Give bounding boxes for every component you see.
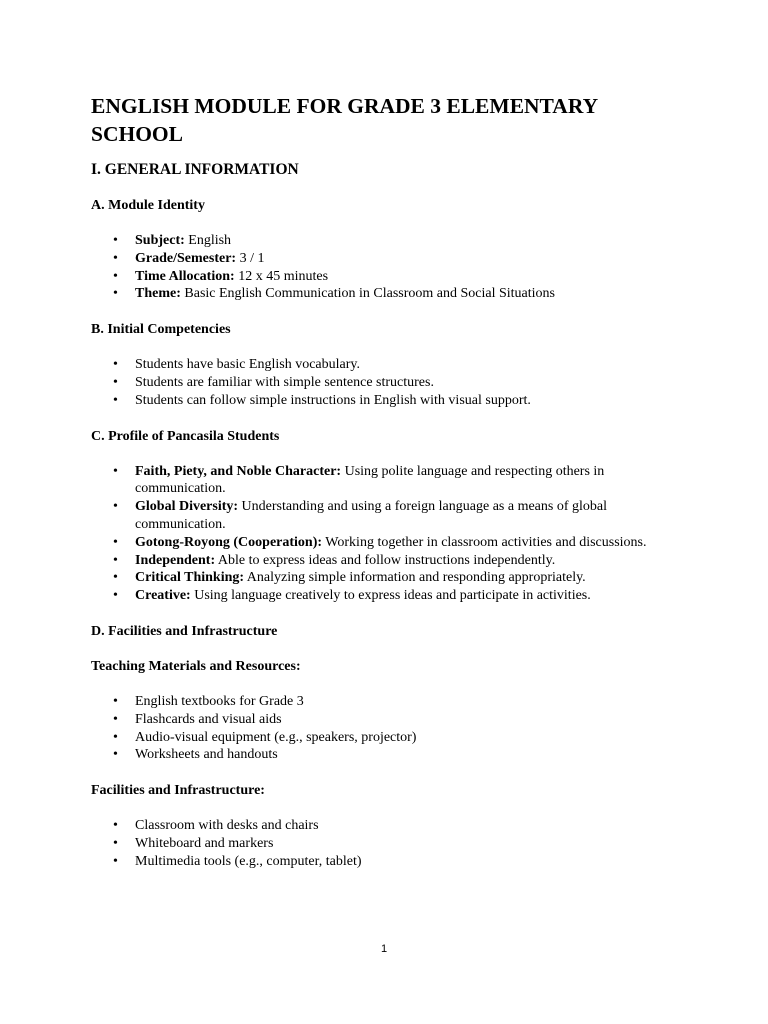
list-item: • Students can follow simple instructions in English with visual support.	[91, 392, 691, 410]
list-item: • Time Allocation: 12 x 45 minutes	[91, 268, 691, 286]
subheading-initial-competencies: B. Initial Competencies	[91, 322, 231, 338]
teaching-materials-list	[91, 693, 691, 764]
list-item: • Faith, Piety, and Noble Character: Using polite language and respecting others in communication.	[91, 463, 691, 499]
list-item: • Multimedia tools (e.g., computer, tablet)	[91, 853, 691, 871]
module-identity-list	[91, 232, 691, 303]
list-item: • Flashcards and visual aids	[91, 711, 691, 729]
list-item: • Creative: Using language creatively to express ideas and participate in activities.	[91, 587, 691, 605]
document-title: ENGLISH MODULE FOR GRADE 3 ELEMENTARY SCHOOL	[91, 94, 598, 146]
list-item: • Students are familiar with simple sentence structures.	[91, 374, 691, 392]
list-item: • Students have basic English vocabulary.	[91, 356, 691, 374]
list-item: • Subject: English	[91, 232, 691, 250]
subheading-teaching-materials: Teaching Materials and Resources:	[91, 658, 301, 674]
list-item: • Classroom with desks and chairs	[91, 817, 691, 835]
initial-competencies-list	[91, 356, 691, 409]
list-item: • Grade/Semester: 3 / 1	[91, 250, 691, 268]
list-item: • English textbooks for Grade 3	[91, 693, 691, 711]
pancasila-list	[91, 463, 691, 605]
list-item: • Audio-visual equipment (e.g., speakers, projector)	[91, 729, 691, 747]
document-page	[91, 92, 691, 889]
list-item: • Critical Thinking: Analyzing simple information and responding appropriately.	[91, 569, 691, 587]
list-item: • Independent: Able to express ideas and follow instructions independently.	[91, 552, 691, 570]
list-item: • Worksheets and handouts	[91, 746, 691, 764]
subheading-pancasila-profile: C. Profile of Pancasila Students	[91, 428, 280, 444]
infrastructure-list	[91, 817, 691, 870]
list-item: • Global Diversity: Understanding and using a foreign language as a means of global communication.	[91, 498, 691, 534]
section-heading-general-information: I. GENERAL INFORMATION	[91, 161, 299, 178]
subheading-module-identity: A. Module Identity	[91, 198, 205, 213]
subheading-facilities: D. Facilities and Infrastructure	[91, 623, 278, 639]
subheading-facilities-infrastructure: Facilities and Infrastructure:	[91, 783, 265, 799]
list-item: • Whiteboard and markers	[91, 835, 691, 853]
page-number: 1	[380, 943, 388, 955]
list-item: • Gotong-Royong (Cooperation): Working together in classroom activities and discussions.	[91, 534, 691, 552]
list-item: • Theme: Basic English Communication in Classroom and Social Situations	[91, 285, 691, 303]
